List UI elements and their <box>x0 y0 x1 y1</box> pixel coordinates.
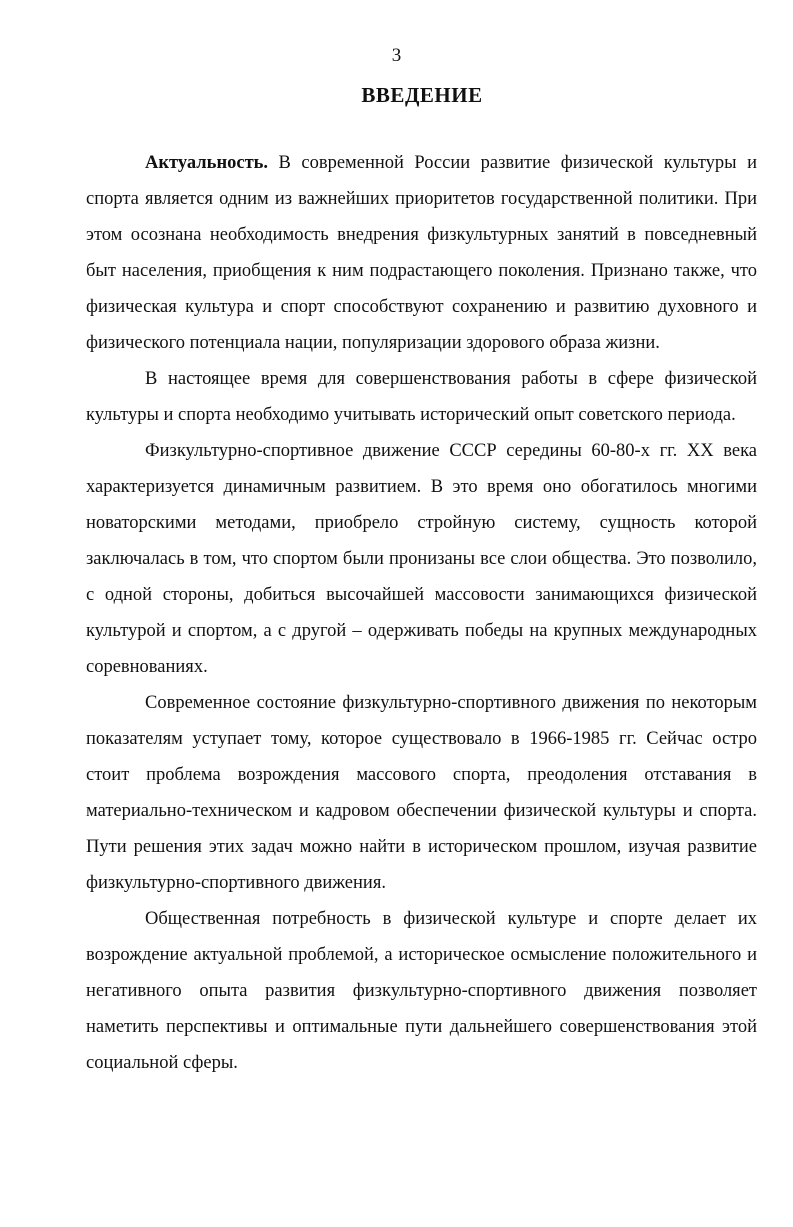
page-number: 3 <box>391 45 402 66</box>
paragraph: В настоящее время для совершенствования работы в сфере физической культуры и спорта необходимо учитывать исторический опыт советского периода. <box>86 369 757 425</box>
paragraph-relevance <box>86 145 757 361</box>
paragraph: Общественная потребность в физической культуре и спорте делает их возрождение актуальной проблемой, а историческое осмысление положительного и негативного опыта развития физкультурно-спортивного движения позволяет наметить перспективы и оптимальные пути дальнейшего совершенствования этой социальной сферы. <box>86 909 757 1073</box>
section-heading: ВВЕДЕНИЕ <box>361 83 483 107</box>
body-text <box>86 145 757 1081</box>
paragraph-lead: Актуальность. <box>145 153 269 173</box>
paragraph: Современное состояние физкультурно-спортивного движения по некоторым показателям уступает тому, которое существовало в 1966-1985 гг. Сейчас остро стоит проблема возрождения массового спорта, преодоления отставания в материально-техническом и кадровом обеспечении физической культуры и спорта. Пути решения этих задач можно найти в историческом прошлом, изучая развитие физкультурно-спортивного движения. <box>86 693 757 893</box>
paragraph-text: В современной России развитие физической культуры и спорта является одним из важнейших приоритетов государственной политики. При этом осознана необходимость внедрения физкультурных занятий в повседневный быт населения, приобщения к ним подрастающего поколения. Признано также, что физическая культура и спорт способствуют сохранению и развитию духовного и физического потенциала нации, популяризации здорового образа жизни. <box>86 153 757 353</box>
paragraph: Физкультурно-спортивное движение СССР середины 60-80-х гг. XX века характеризуется динамичным развитием. В это время оно обогатилось многими новаторскими методами, приобрело стройную систему, сущность которой заключалась в том, что спортом были пронизаны все слои общества. Это позволило, с одной стороны, добиться высочайшей массовости занимающихся физической культурой и спортом, а с другой – одерживать победы на крупных международных соревнованиях. <box>86 441 757 677</box>
